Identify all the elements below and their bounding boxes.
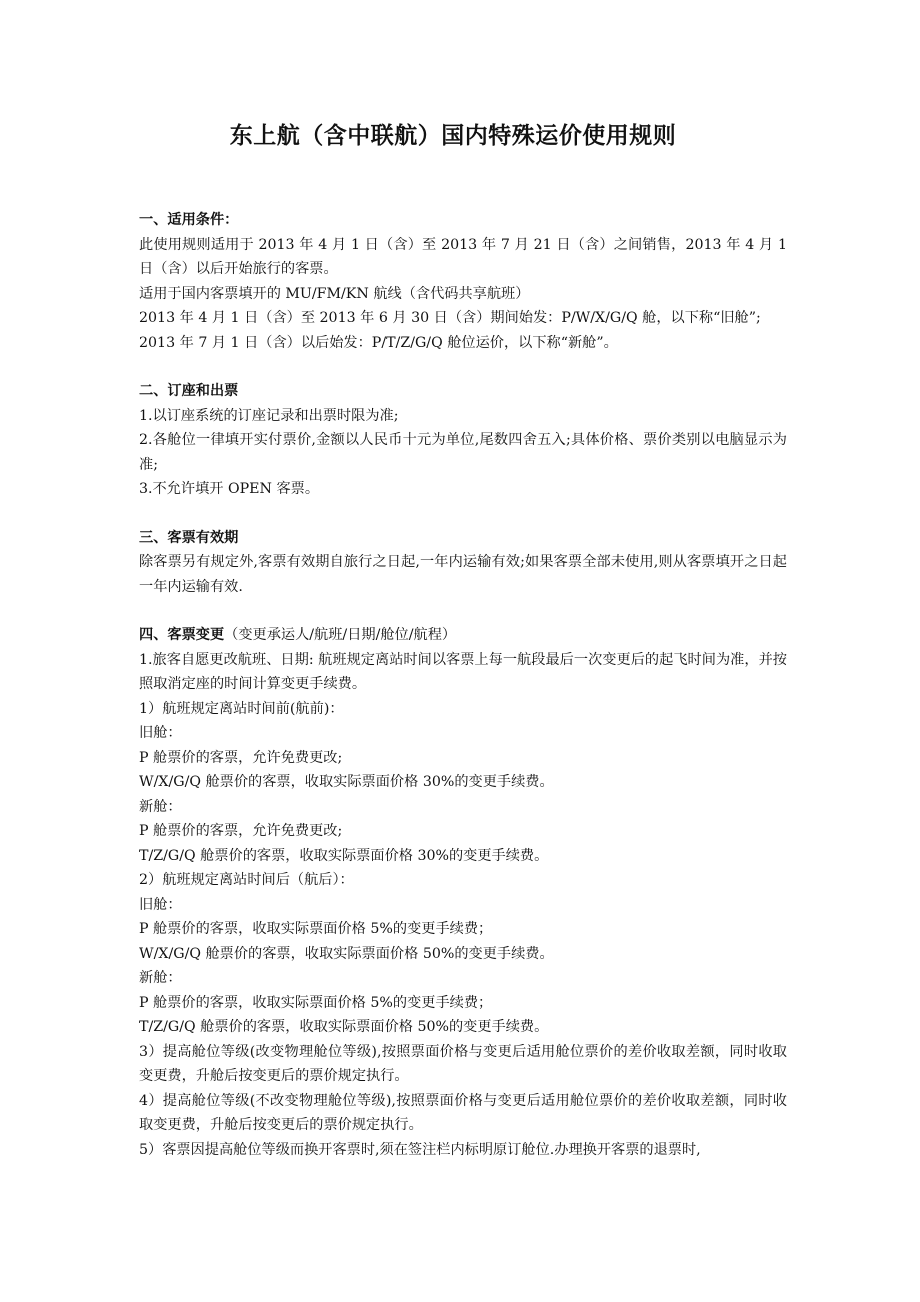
paragraph: 1）航班规定离站时间前(航前)： — [139, 700, 344, 717]
paragraph: 除客票另有规定外,客票有效期自旅行之日起,一年内运输有效;如果客票全部未使用,则从客票填开之日起一年内运输有效. — [139, 554, 787, 595]
paragraph: T/Z/G/Q 舱票价的客票，收取实际票面价格 30%的变更手续费。 — [139, 847, 549, 864]
section-ticket-validity — [139, 526, 787, 600]
paragraph: 旧舱： — [139, 725, 182, 741]
paragraph: 新舱： — [139, 798, 182, 815]
section-heading: 二、订座和出票 — [139, 383, 239, 399]
document-title: 东上航（含中联航）国内特殊运价使用规则 — [229, 123, 677, 149]
paragraph: 4）提高舱位等级(不改变物理舱位等级),按照票面价格与变更后适用舱位票价的差价收取差额，同时收取变更费，升舱后按变更后的票价规定执行。 — [139, 1092, 787, 1133]
paragraph: 5）客票因提高舱位等级而换开客票时,须在签注栏内标明原订舱位.办理换开客票的退票时, — [139, 1141, 701, 1158]
section-ticket-changes — [139, 623, 787, 1162]
paragraph: 2）航班规定离站时间后（航后）： — [139, 872, 354, 888]
section-heading: 三、客票有效期 — [139, 529, 239, 546]
section-booking-ticketing — [139, 379, 787, 502]
paragraph: 3.不允许填开 OPEN 客票。 — [139, 481, 320, 497]
paragraph: 2013 年 7 月 1 日（含）以后始发：P/T/Z/G/Q 舱位运价，以下称“新舱”。 — [139, 334, 618, 351]
paragraph: 2013 年 4 月 1 日（含）至 2013 年 6 月 30 日（含）期间始发：P/W/X/G/Q 舱，以下称“旧舱”; — [139, 310, 761, 326]
paragraph: 3）提高舱位等级(改变物理舱位等级),按照票面价格与变更后适用舱位票价的差价收取差额，同时收取变更费，升舱后按变更后的票价规定执行。 — [139, 1043, 787, 1084]
paragraph: T/Z/G/Q 舱票价的客票，收取实际票面价格 50%的变更手续费。 — [139, 1019, 549, 1035]
paragraph: W/X/G/Q 舱票价的客票，收取实际票面价格 30%的变更手续费。 — [139, 774, 554, 790]
section-applicable-conditions — [139, 208, 787, 355]
paragraph: 1.旅客自愿更改航班、日期: 航班规定离站时间以客票上每一航段最后一次变更后的起飞时间为准，并按照取消定座的时间计算变更手续费。 — [139, 651, 787, 692]
section-heading: 一、适用条件： — [139, 212, 239, 228]
paragraph: 2.各舱位一律填开实付票价,金额以人民币十元为单位,尾数四舍五入;具体价格、票价类别以电脑显示为准; — [139, 432, 787, 473]
section-heading-note: （变更承运人/航班/日期/舱位/航程） — [224, 627, 457, 643]
section-heading-text: 四、客票变更 — [139, 627, 225, 643]
paragraph: 此使用规则适用于 2013 年 4 月 1 日（含）至 2013 年 7 月 21 日（含）之间销售，2013 年 4 月 1 日（含）以后开始旅行的客票。 — [139, 236, 787, 277]
paragraph: P 舱票价的客票，允许免费更改; — [139, 823, 343, 839]
paragraph: P 舱票价的客票，收取实际票面价格 5%的变更手续费； — [139, 921, 493, 937]
document-page — [139, 120, 787, 1162]
paragraph: W/X/G/Q 舱票价的客票，收取实际票面价格 50%的变更手续费。 — [139, 945, 554, 962]
paragraph: 1.以订座系统的订座记录和出票时限为准; — [139, 407, 399, 424]
paragraph: P 舱票价的客票，收取实际票面价格 5%的变更手续费； — [139, 994, 493, 1011]
paragraph: 新舱： — [139, 970, 182, 986]
section-heading — [139, 623, 787, 648]
paragraph: 适用于国内客票填开的 MU/FM/KN 航线（含代码共享航班） — [139, 285, 530, 302]
paragraph: P 舱票价的客票，允许免费更改; — [139, 749, 343, 766]
paragraph: 旧舱： — [139, 896, 182, 913]
